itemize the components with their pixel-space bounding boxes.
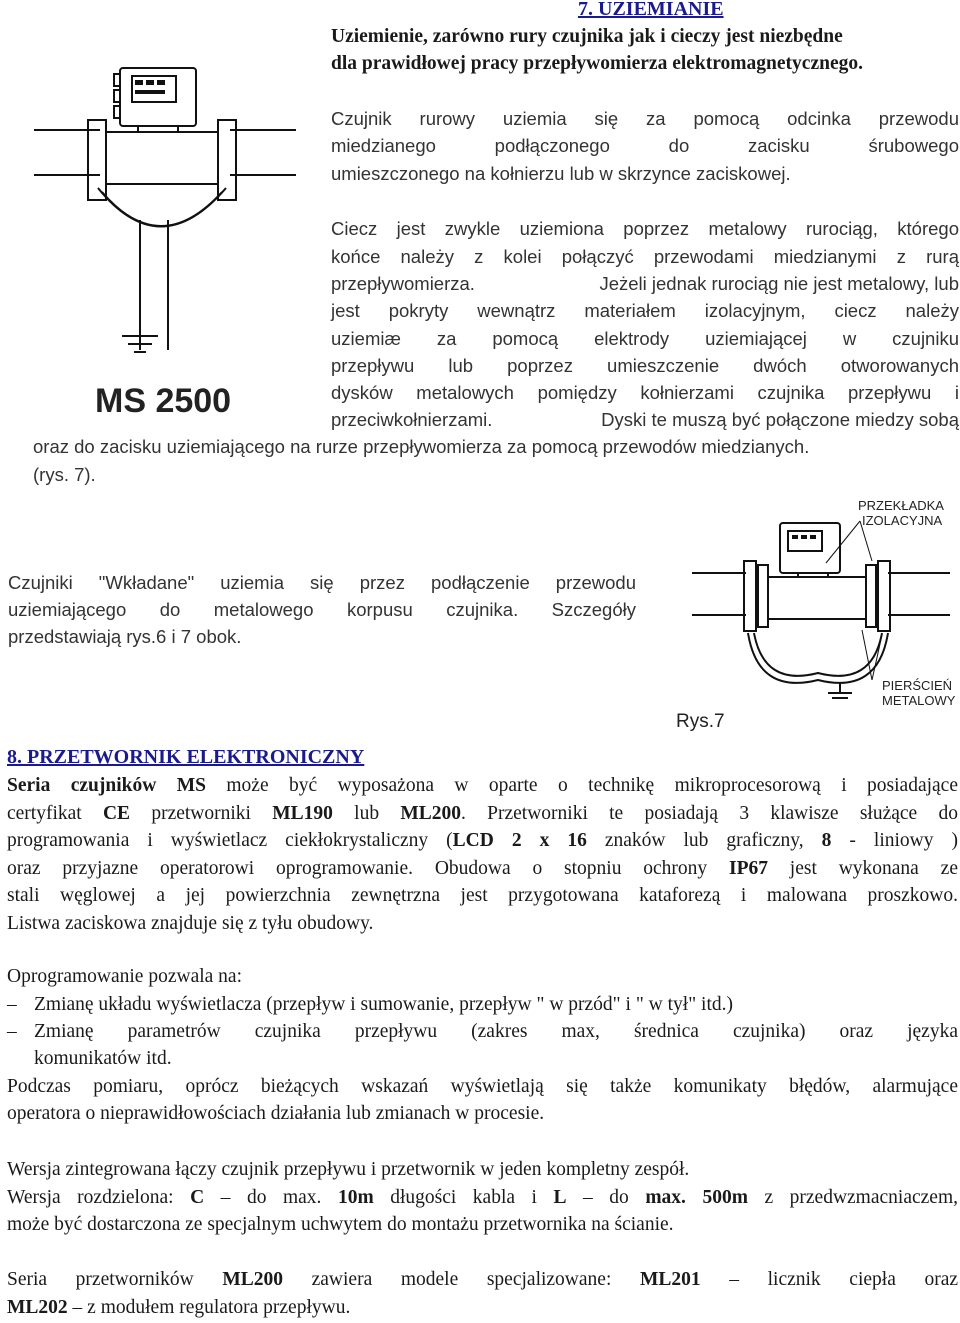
p2-line-10: (rys. 7).	[33, 464, 96, 485]
text-segment: . Przetworniki te posiadają 3 klawisze służące do	[461, 802, 958, 824]
bullet-2-line-1: Zmianę parametrów czujnika przepływu (zakres max, średnica czujnika) oraz języka	[34, 1021, 958, 1042]
p3-line-3: przedstawiają rys.6 i 7 obok.	[8, 626, 242, 647]
text-segment: – do max.	[204, 1186, 338, 1208]
p3-line-1: Czujniki "Wkładane" uziemia się przez podłączenie przewodu	[8, 572, 636, 593]
para1-line-3	[7, 827, 958, 854]
bold-text-segment: ML202	[7, 1296, 68, 1318]
bold-text-segment: CE	[102, 802, 131, 824]
p1-line-1: Czujnik rurowy uziemia się za pomocą odcinka przewodu	[331, 108, 959, 129]
para2-line-1: Podczas pomiaru, oprócz bieżących wskazań wyświetlają się także komunikaty błędów, alarmujące	[7, 1076, 958, 1097]
p2-line-7: dysków metalowych pomiędzy kołnierzami czujnika przepływu i	[331, 382, 959, 403]
bold-text-segment: ML201	[639, 1269, 701, 1290]
bold-text-segment: Seria czujników MS	[7, 775, 206, 796]
text-segment: programowania i wyświetlacz ciekłokrystaliczny (	[7, 830, 453, 851]
ms2500-sensor-diagram	[20, 60, 325, 420]
bullet-1-line-1: Zmianę układu wyświetlacza (przepływ i sumowanie, przepływ " w przód" i " w tył" itd.)	[34, 994, 733, 1015]
ring-label-2: METALOWY	[882, 693, 956, 708]
ms2500-label: MS 2500	[95, 382, 232, 420]
text-segment: zawiera modele specjalizowane:	[283, 1269, 640, 1290]
text-segment: jest wykonana ze	[767, 857, 958, 879]
bold-text-segment: ML200	[400, 802, 461, 824]
para1-line-5	[7, 882, 958, 909]
grounding-rings-diagram	[676, 495, 958, 735]
figure-caption: Rys.7	[676, 711, 725, 732]
text-segment: – licznik ciepła oraz	[700, 1269, 959, 1290]
p3-line-2: uziemiającego do metalowego korpusu czujnika. Szczegóły	[8, 599, 636, 620]
text-segment: z przedwzmacniaczem,	[747, 1186, 958, 1208]
p2-line-8a: przeciwkołnierzami.	[331, 409, 493, 430]
p1-line-3: umieszczonego na kołnierzu lub w skrzynce zaciskowej.	[331, 163, 791, 184]
para3-line-1	[7, 1156, 689, 1183]
ring-label-1: PIERŚCIEŃ	[882, 678, 953, 693]
software-intro: Oprogramowanie pozwala na:	[7, 966, 242, 987]
bullet-2-line-2: komunikatów itd.	[34, 1048, 172, 1069]
text-segment: długości kabla i	[373, 1186, 554, 1208]
section-8-title: 8. PRZETWORNIK ELEKTRONICZNY	[7, 746, 365, 768]
p2-line-8b: Dyski te muszą być połączone miedzy sobą	[601, 409, 959, 430]
insulation-label-1: PRZEKŁADKA	[858, 498, 944, 513]
text-segment: Wersja zintegrowana łączy czujnik przepływu i przetwornik w jeden kompletny zespół.	[7, 1159, 690, 1180]
p2-line-5: uziemiæ za pomocą elektrody uziemiającej w czujniku	[331, 328, 959, 349]
p2-line-6: przepływu lub poprzez umieszczenie dwóch otworowanych	[331, 355, 959, 376]
text-segment: Wersja rozdzielona:	[7, 1186, 191, 1208]
text-segment: może być wyposażona w oparte o technikę mikroprocesorową i posiadające	[205, 775, 958, 796]
p2-line-9: oraz do zacisku uziemiającego na rurze przepływomierza za pomocą przewodów miedzianych.	[33, 436, 810, 457]
insulation-label-2: IZOLACYJNA	[862, 513, 943, 528]
bold-text-segment: LCD 2 x 16	[452, 830, 587, 851]
text-segment: przetworniki	[130, 802, 273, 824]
para2-line-2: operatora o nieprawidłowościach działania lub zmianach w procesie.	[7, 1103, 545, 1124]
p2-line-4: jest pokryty wewnątrz materiałem izolacyjnym, ciecz należy	[331, 300, 959, 321]
text-segment: – do	[566, 1186, 646, 1208]
bold-text-segment: max. 500m	[645, 1186, 748, 1208]
bullet-dash-1: –	[7, 994, 17, 1015]
p2-line-1: Ciecz jest zwykle uziemiona poprzez metalowy rurociąg, którego	[331, 218, 959, 239]
bold-text-segment: L	[553, 1186, 567, 1208]
bullet-dash-2: –	[7, 1021, 17, 1042]
bold-text-segment: 8	[821, 830, 832, 851]
para3-line-2	[7, 1184, 958, 1211]
text-segment: oraz przyjazne operatorowi oprogramowanie. Obudowa o stopniu ochrony	[7, 857, 729, 879]
para4-line-1	[7, 1266, 958, 1293]
p2-line-2: końce należy z kolei połączyć przewodami miedzianymi z rurą	[331, 246, 959, 267]
text-segment: Listwa zaciskowa znajduje się z tyłu obudowy.	[7, 912, 374, 934]
bold-text-segment: ML200	[222, 1269, 284, 1290]
text-segment: lub	[332, 802, 401, 824]
bold-text-segment: C	[190, 1186, 205, 1208]
text-segment: certyfikat	[7, 802, 103, 824]
bold-text-segment: IP67	[728, 857, 768, 879]
intro-line-2: dla prawidłowej pracy przepływomierza elektromagnetycznego.	[331, 53, 863, 74]
para1-line-2	[7, 800, 958, 827]
intro-line-1: Uziemienie, zarówno rury czujnika jak i cieczy jest niezbędne	[331, 26, 843, 47]
bold-text-segment: ML190	[272, 802, 333, 824]
text-segment: - liniowy )	[831, 830, 959, 851]
p1-line-2: miedzianego podłączonego do zacisku śrubowego	[331, 135, 959, 156]
text-segment: stali węglowej a jej powierzchnia zewnętrzna jest przygotowana kataforezą i malowana proszkowo.	[7, 885, 958, 906]
para3-line-3	[7, 1211, 674, 1238]
text-segment: – z modułem regulatora przepływu.	[67, 1296, 351, 1318]
text-segment: znaków lub graficzny,	[586, 830, 822, 851]
text-segment: Seria przetworników	[7, 1269, 223, 1290]
p2-line-3a: przepływomierza.	[331, 273, 475, 294]
para1-line-6	[7, 910, 373, 937]
bold-text-segment: 10m	[337, 1186, 374, 1208]
p2-line-3b: Jeżeli jednak rurociąg nie jest metalowy, lub	[599, 273, 959, 294]
para1-line-4	[7, 855, 958, 882]
text-segment: może być dostarczona ze specjalnym uchwytem do montażu przetwornika na ścianie.	[7, 1214, 674, 1235]
section-7-title: 7. UZIEMIANIE	[578, 0, 724, 20]
para1-line-1	[7, 772, 958, 799]
para4-line-2	[7, 1294, 350, 1321]
